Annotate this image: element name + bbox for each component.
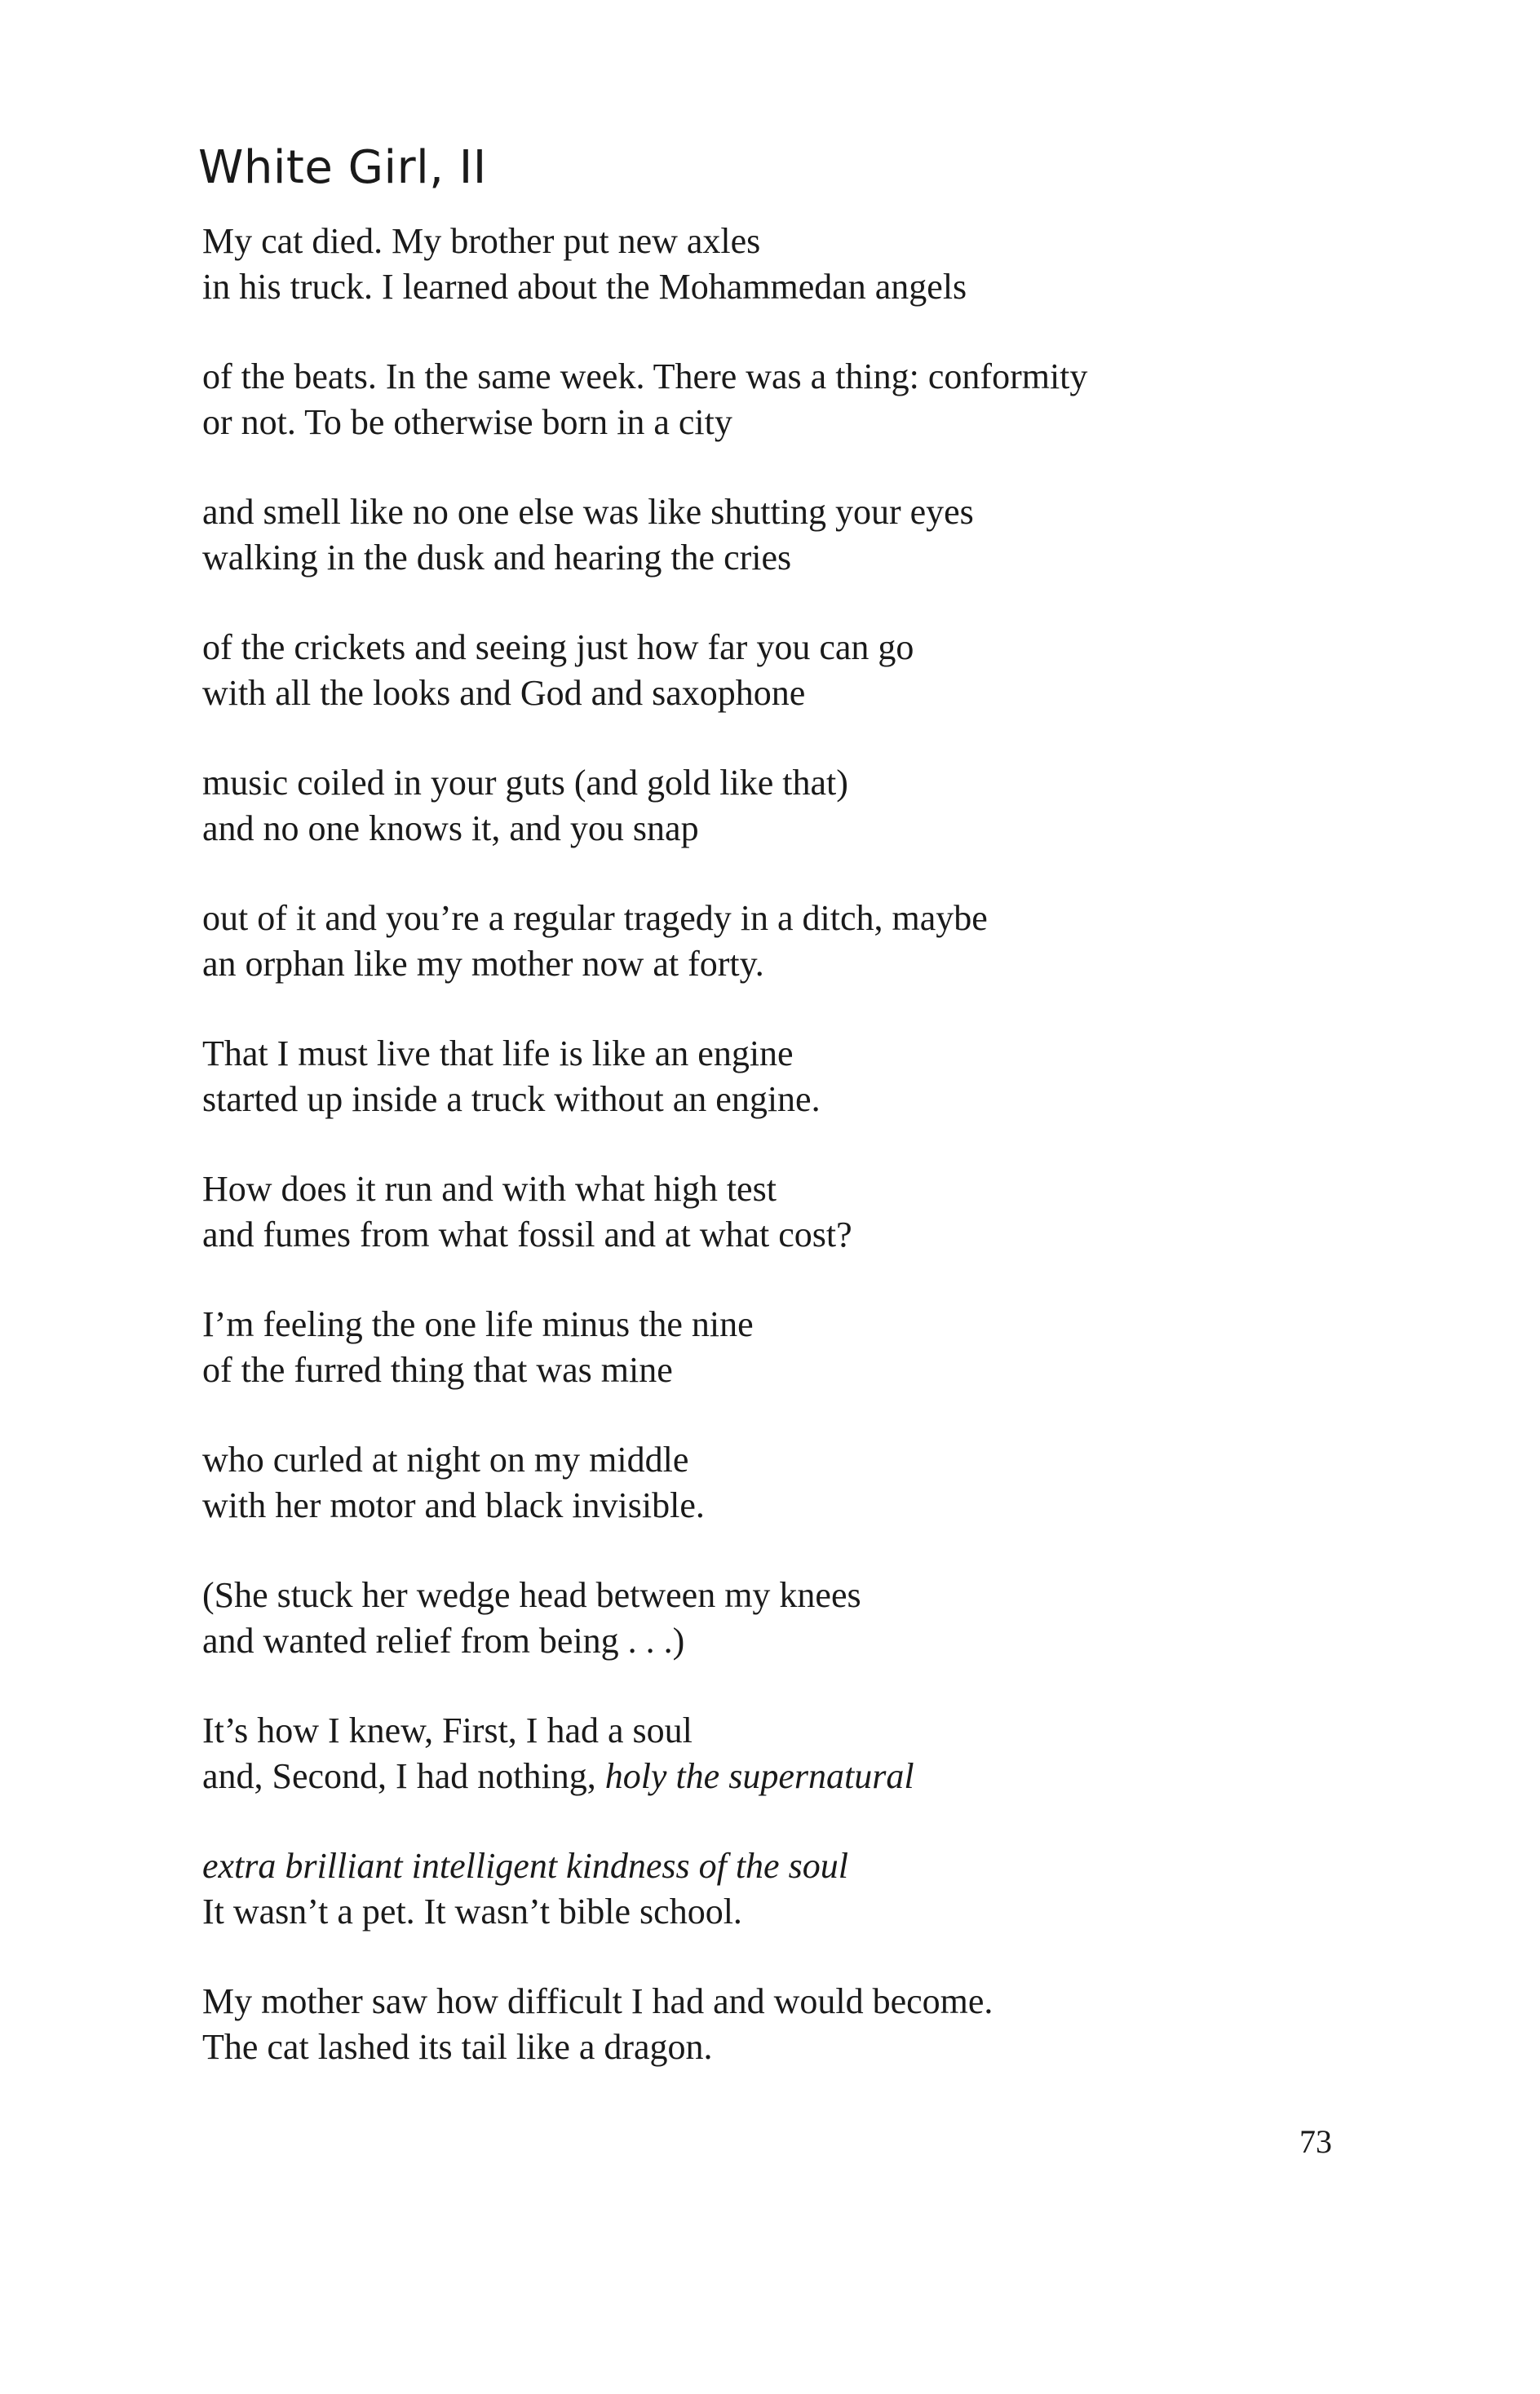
poem-line: an orphan like my mother now at forty. (202, 944, 764, 984)
poem-line: walking in the dusk and hearing the cries (202, 538, 792, 577)
stanza-7 (202, 1031, 1385, 1122)
stanza-9 (202, 1302, 1385, 1393)
poem-line: It wasn’t a pet. It wasn’t bible school. (202, 1892, 742, 1932)
stanza-2 (202, 354, 1385, 445)
poem-line: in his truck. I learned about the Mohammedan angels (202, 267, 967, 307)
poem-line: with her motor and black invisible. (202, 1485, 705, 1525)
poem-line: out of it and you’re a regular tragedy in a ditch, maybe (202, 898, 988, 938)
stanza-8 (202, 1166, 1385, 1258)
stanza-12 (202, 1708, 1385, 1799)
poem-line: and fumes from what fossil and at what cost? (202, 1215, 852, 1255)
poem-line: started up inside a truck without an engine. (202, 1079, 821, 1119)
poem-line: of the furred thing that was mine (202, 1350, 673, 1390)
poem-line: music coiled in your guts (and gold like that) (202, 763, 848, 803)
italic-phrase: holy the supernatural (604, 1756, 914, 1796)
poem-title: White Girl, II (198, 141, 487, 194)
poem-line: with all the looks and God and saxophone (202, 673, 806, 713)
stanza-14 (202, 1979, 1385, 2070)
poem-line-text: and, Second, I had nothing, (202, 1756, 605, 1796)
poem-line: It’s how I knew, First, I had a soul (202, 1710, 693, 1750)
poem-line: That I must live that life is like an engine (202, 1033, 794, 1073)
stanza-3 (202, 489, 1385, 581)
stanza-6 (202, 896, 1385, 987)
stanza-1 (202, 219, 1385, 310)
poem-line: The cat lashed its tail like a dragon. (202, 2027, 713, 2067)
poem-line: of the crickets and seeing just how far you can go (202, 627, 914, 667)
poem-line-with-italic (202, 1754, 1385, 1799)
poem-line: and no one knows it, and you snap (202, 808, 699, 848)
poem-line: of the beats. In the same week. There was a thing: conformity (202, 356, 1088, 396)
poem-line: My mother saw how difficult I had and would become. (202, 1981, 993, 2021)
poem-line: How does it run and with what high test (202, 1169, 777, 1209)
stanza-13 (202, 1843, 1385, 1935)
poem-line: and smell like no one else was like shutting your eyes (202, 492, 974, 532)
poem-line: My cat died. My brother put new axles (202, 221, 761, 261)
poem-line: who curled at night on my middle (202, 1440, 689, 1480)
poem-line: (She stuck her wedge head between my knees (202, 1575, 861, 1615)
page-number: 73 (1299, 2123, 1332, 2160)
poem-line: or not. To be otherwise born in a city (202, 402, 732, 442)
italic-line: extra brilliant intelligent kindness of the soul (202, 1846, 848, 1886)
stanza-5 (202, 760, 1385, 852)
poem-body (202, 219, 1385, 2114)
stanza-4 (202, 625, 1385, 716)
poem-line: I’m feeling the one life minus the nine (202, 1304, 754, 1344)
poem-line: and wanted relief from being . . .) (202, 1621, 685, 1661)
poem-line-italic (202, 1843, 1385, 1889)
stanza-11 (202, 1573, 1385, 1664)
stanza-10 (202, 1437, 1385, 1529)
